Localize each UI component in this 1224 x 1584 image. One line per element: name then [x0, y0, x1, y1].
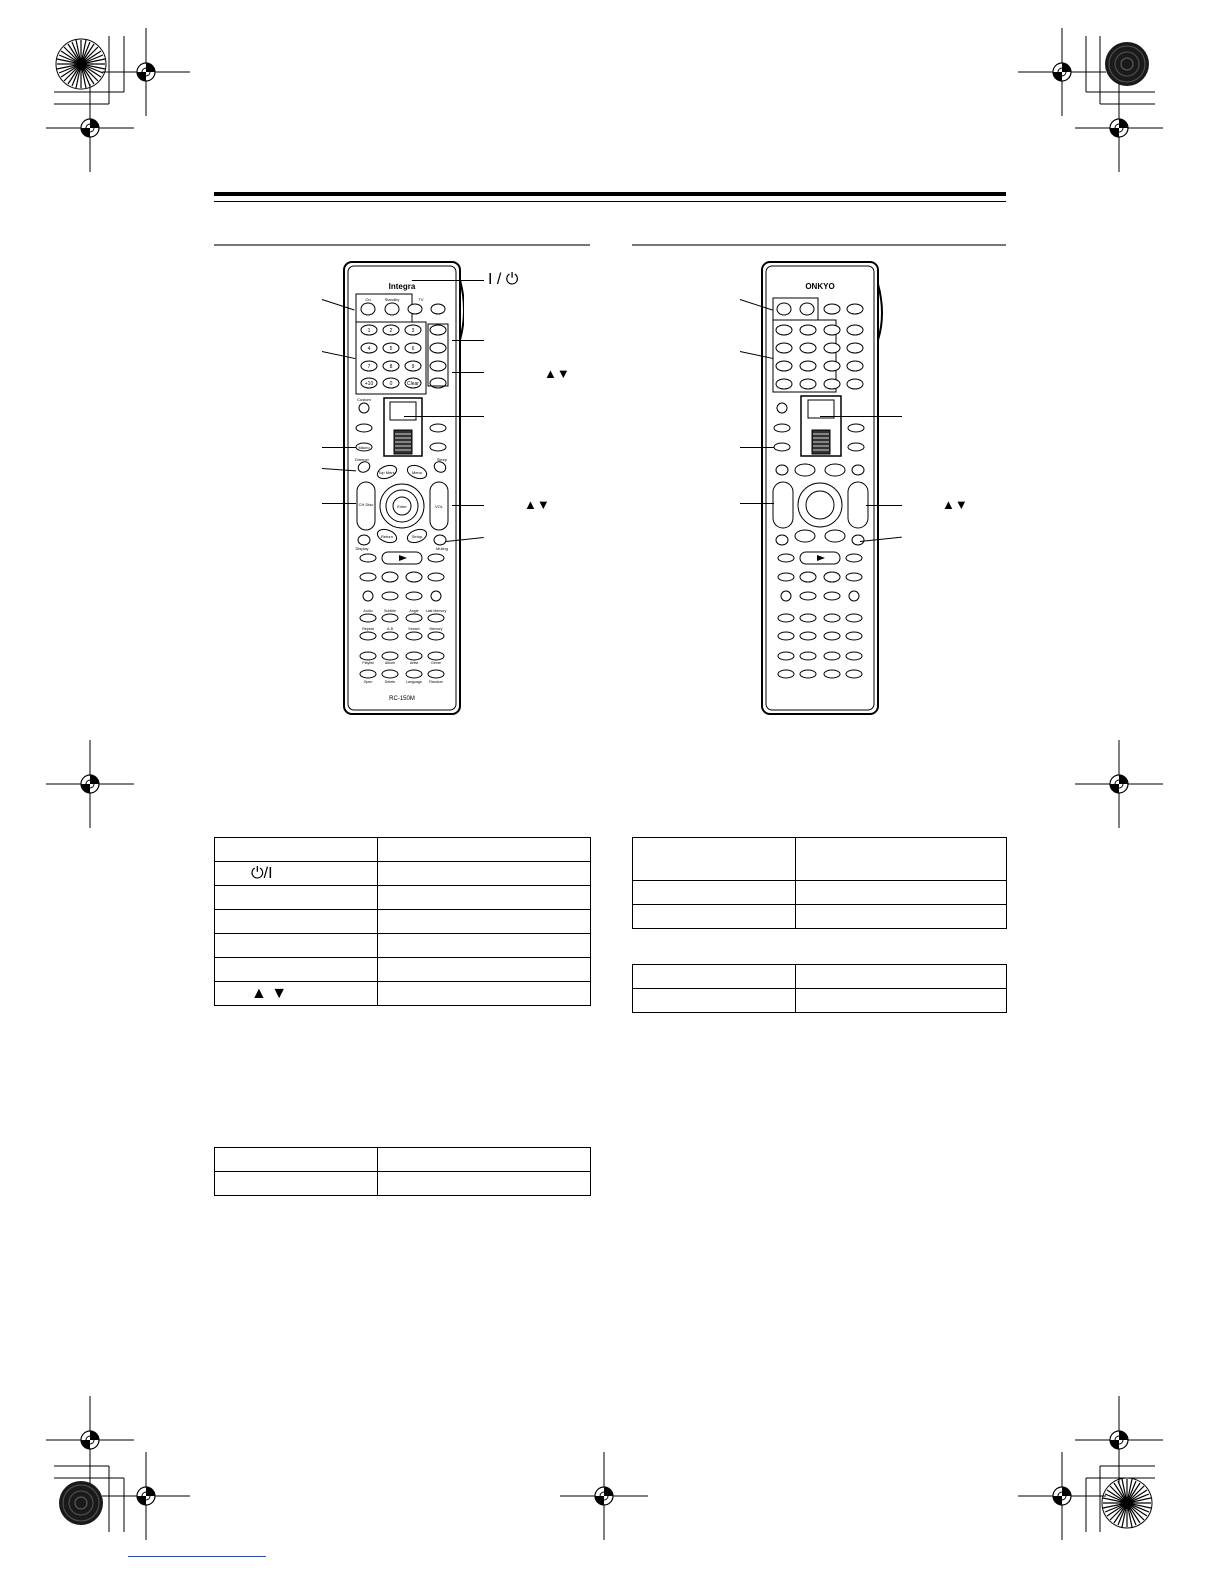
- key-0: 0: [389, 381, 393, 387]
- label-genre: Genre: [431, 661, 441, 665]
- table-row: [215, 934, 591, 958]
- table-cell-label: [215, 1172, 378, 1196]
- key-1: 1: [367, 328, 371, 334]
- table-row: [215, 910, 591, 934]
- table-cell-label: [215, 910, 378, 934]
- leader-line: [866, 505, 902, 506]
- table-cell-value: [378, 1172, 591, 1196]
- table-cell-value: [796, 905, 1007, 929]
- table-cell-label: [215, 1148, 378, 1172]
- table-row: [633, 905, 1007, 929]
- leader-line: [404, 416, 484, 417]
- label-menu: Menu: [411, 470, 423, 475]
- label-subtitle: Subtitle: [384, 609, 396, 613]
- table-cell-value: [796, 989, 1007, 1013]
- table-cell-label: [633, 965, 796, 989]
- right-section-rule: [632, 244, 1006, 246]
- leader-line: [452, 505, 484, 506]
- table-cell-value: [378, 862, 591, 886]
- label-repeat: Repeat: [362, 627, 374, 631]
- table-row: [215, 1148, 591, 1172]
- label-language: Language: [406, 680, 422, 684]
- key-2: 2: [389, 328, 393, 334]
- right-bottom-table: [632, 964, 1007, 1013]
- key-4: 4: [367, 346, 371, 352]
- left-main-table: [214, 837, 591, 1006]
- table-cell-label: [633, 838, 796, 881]
- label-return: Return: [380, 534, 394, 539]
- key-5: 5: [389, 346, 393, 352]
- left-small-table: [214, 1147, 591, 1196]
- key-plus10: +10: [364, 381, 374, 387]
- key-7: 7: [367, 364, 371, 370]
- label-random: Random: [429, 680, 443, 684]
- remote-model-label: RC-150M: [389, 696, 415, 702]
- table-cell-value: [378, 838, 591, 862]
- key-8: 8: [389, 364, 393, 370]
- label-display: Display: [355, 546, 369, 551]
- table-row: [215, 1172, 591, 1196]
- table-row: [215, 862, 591, 886]
- table-cell-value: [378, 982, 591, 1006]
- label-search: Search: [408, 627, 420, 631]
- table-cell-label: ▲ ▼: [215, 982, 378, 1006]
- arrow-callout: ▲▼: [942, 497, 968, 512]
- label-top-menu: Top Menu: [378, 470, 396, 475]
- right-top-table: [632, 837, 1007, 929]
- table-row: [215, 982, 591, 1006]
- table-row: [633, 989, 1007, 1013]
- table-cell-label: [215, 838, 378, 862]
- table-row: [633, 965, 1007, 989]
- left-section-rule: [214, 244, 590, 246]
- label-last-memory: Last Memory: [425, 609, 447, 613]
- key-3: 3: [411, 328, 415, 334]
- label-standby: Standby: [384, 297, 400, 302]
- label-album: Album: [384, 661, 396, 665]
- key-clear: Clear: [407, 381, 419, 387]
- footer-link-underline[interactable]: [128, 1556, 266, 1557]
- leader-line: [412, 280, 484, 281]
- table-row: [215, 886, 591, 910]
- table-cell-label: [633, 905, 796, 929]
- leader-line: [740, 447, 774, 448]
- label-audio: Audio: [363, 609, 373, 613]
- leader-line: [452, 340, 484, 341]
- label-artist: Artist: [409, 661, 419, 665]
- label-custom: Custom: [357, 397, 371, 402]
- label-sleep: Sleep: [436, 457, 448, 462]
- table-cell-value: [378, 886, 591, 910]
- label-delete: Delete: [384, 680, 396, 684]
- leader-line: [322, 447, 356, 448]
- power-callout: I / ⏻: [488, 271, 519, 288]
- remote-brand-label: ONKYO: [805, 282, 835, 291]
- label-macro: Macro: [358, 445, 370, 450]
- leader-line: [322, 503, 356, 504]
- leader-line: [820, 416, 902, 417]
- label-open: Open: [363, 680, 373, 684]
- table-cell-value: [796, 881, 1007, 905]
- key-6: 6: [411, 346, 415, 352]
- label-memory: Memory: [429, 627, 443, 631]
- label-dimmer: Dimmer: [355, 457, 369, 462]
- table-cell-label: [215, 934, 378, 958]
- label-setup: Setup: [411, 534, 423, 539]
- table-row: [633, 838, 1007, 881]
- key-9: 9: [411, 364, 415, 370]
- table-row: [215, 838, 591, 862]
- onkyo-remote-illustration: [758, 260, 884, 718]
- label-angle: Angle: [409, 609, 419, 613]
- table-cell-label: [633, 881, 796, 905]
- table-cell-label: [215, 958, 378, 982]
- label-on: On: [365, 297, 371, 302]
- label-ch-disc: CH Disc: [358, 502, 374, 507]
- label-enter: Enter: [397, 504, 407, 509]
- table-row: [633, 881, 1007, 905]
- header-rule-thick: [214, 192, 1006, 196]
- table-row: [215, 958, 591, 982]
- leader-line: [740, 503, 774, 504]
- header-rule-thin: [214, 201, 1006, 202]
- table-cell-value: [378, 1148, 591, 1172]
- arrow-callout: ▲▼: [544, 366, 570, 381]
- table-cell-value: [378, 958, 591, 982]
- table-cell-label: [633, 989, 796, 1013]
- table-cell-value: [796, 838, 1007, 881]
- arrow-callout: ▲▼: [524, 497, 550, 512]
- table-cell-value: [378, 910, 591, 934]
- label-tv: TV: [418, 297, 424, 302]
- label-vol: VOL: [434, 504, 444, 509]
- table-cell-value: [378, 934, 591, 958]
- label-muting: Muting: [435, 546, 449, 551]
- table-cell-label: ⏻/I: [215, 862, 378, 886]
- integra-remote-illustration: [340, 260, 464, 718]
- remote-brand-label: Integra: [388, 282, 416, 291]
- label-a-b: A-B: [387, 627, 393, 631]
- leader-line: [452, 372, 484, 373]
- label-playlist: Playlist: [362, 661, 374, 665]
- table-cell-value: [796, 965, 1007, 989]
- table-cell-label: [215, 886, 378, 910]
